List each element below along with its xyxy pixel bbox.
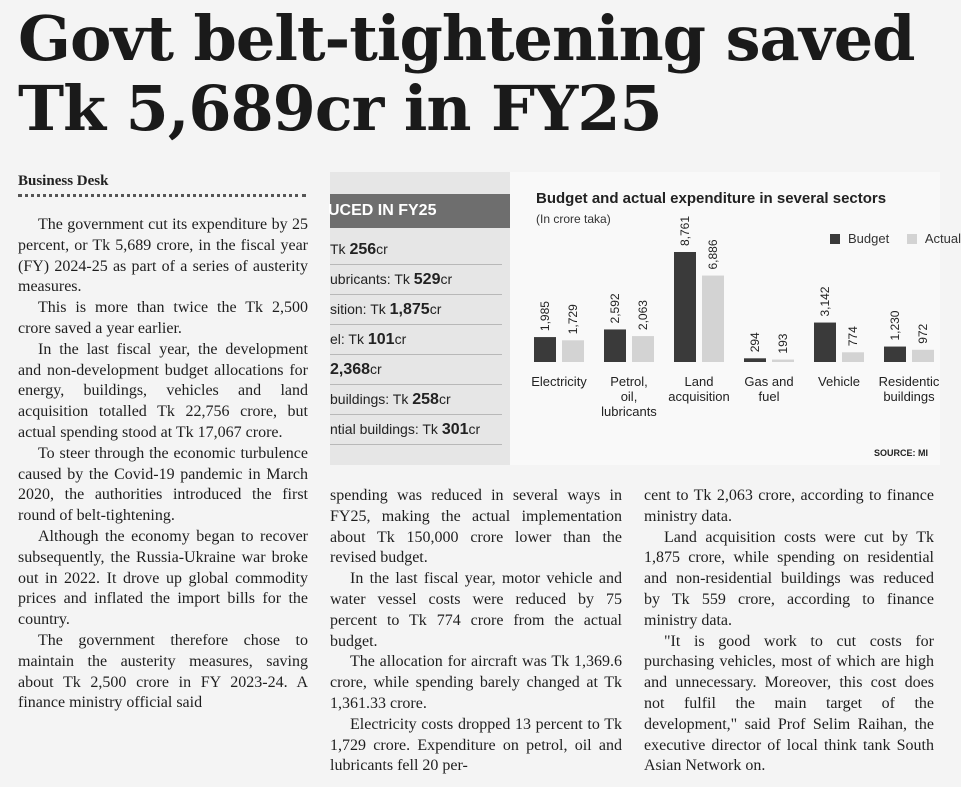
- savings-item-unit: cr: [429, 301, 442, 317]
- category-label: Petrol,: [610, 374, 648, 389]
- bar-budget-1: [604, 329, 626, 362]
- paragraph: In the last fiscal year, motor vehicle and water vessel costs were reduced by 75 percent to Tk 774 crore from the actual budget.: [330, 570, 622, 650]
- bar-budget-3: [744, 358, 766, 362]
- savings-item-unit: cr: [468, 421, 481, 437]
- bar-budget-2: [674, 252, 696, 362]
- headline: [18, 4, 928, 144]
- paragraph: cent to Tk 2,063 crore, according to finance ministry data.: [644, 487, 934, 525]
- savings-item-value: 101: [367, 331, 395, 348]
- bar-actual-4: [842, 352, 864, 362]
- paragraph: "It is good work to cut costs for purchasing vehicles, most of which are high and unnecessary. Moreover, this cost does not fulfil the main target of the development," said Prof Selim Raihan, the executive director of local think tank South Asian Network on.: [644, 632, 934, 775]
- headline-line-1: Govt belt-tightening saved: [18, 2, 915, 75]
- bar-actual-5: [912, 350, 934, 362]
- savings-item-label: el: Tk: [330, 331, 368, 347]
- bar-actual-1: [632, 336, 654, 362]
- byline: Business Desk: [18, 173, 109, 189]
- article-column-2: [330, 486, 622, 777]
- paragraph: The allocation for aircraft was Tk 1,369.6 crore, while spending barely changed at Tk 1,361.33 crore.: [330, 653, 622, 712]
- bar-chart: [330, 172, 940, 465]
- bar-budget-5: [884, 347, 906, 362]
- bar-budget-0: [534, 337, 556, 362]
- bar-value-label: 193: [776, 333, 790, 354]
- savings-item-unit: cr: [438, 391, 451, 407]
- article-column-1: [18, 215, 308, 714]
- bar-actual-3: [772, 360, 794, 362]
- source-note: SOURCE: MI: [874, 448, 928, 458]
- legend-label-actual: Actual: [924, 231, 961, 246]
- savings-item-value: 1,875: [389, 301, 430, 318]
- category-label: buildings: [883, 389, 935, 404]
- bar-budget-4: [814, 323, 836, 362]
- bar-value-label: 2,592: [608, 293, 622, 324]
- paragraph: Although the economy began to recover subsequently, the Russia-Ukraine war broke out in 2022. It drove up global commodity prices and inflated the import bills for the country.: [18, 527, 308, 629]
- category-label: acquisition: [668, 389, 730, 404]
- bar-value-label: 774: [846, 326, 860, 347]
- infographic: [328, 172, 961, 465]
- savings-item-unit: cr: [370, 361, 382, 377]
- savings-item-value: 529: [413, 271, 441, 288]
- savings-item-value: 258: [412, 391, 439, 408]
- category-label: Residentic: [878, 374, 940, 389]
- legend-label-budget: Budget: [848, 231, 890, 246]
- savings-item-value: 256: [349, 241, 377, 258]
- chart-subtitle: (In crore taka): [536, 212, 611, 226]
- savings-item-label: ntial buildings: Tk: [330, 421, 442, 437]
- bar-value-label: 1,985: [538, 301, 552, 332]
- category-label: Vehicle: [818, 374, 860, 389]
- savings-item-unit: cr: [394, 331, 407, 347]
- savings-item-unit: cr: [376, 241, 388, 257]
- savings-item-label: ubricants: Tk: [330, 271, 414, 287]
- bar-actual-0: [562, 340, 584, 362]
- bar-value-label: 2,063: [636, 300, 650, 331]
- savings-item-label: buildings: Tk: [330, 391, 413, 407]
- category-label: Land: [684, 374, 714, 389]
- bar-value-label: 1,729: [566, 304, 580, 335]
- bar-value-label: 1,230: [888, 310, 902, 341]
- savings-item-label: sition: Tk: [330, 301, 390, 317]
- bar-value-label: 8,761: [678, 215, 692, 246]
- savings-item-value: 2,368: [330, 361, 371, 378]
- bar-value-label: 294: [748, 332, 762, 353]
- savings-item-value: 301: [441, 421, 469, 438]
- savings-item-unit: cr: [440, 271, 453, 287]
- paragraph: This is more than twice the Tk 2,500 crore saved a year earlier.: [18, 299, 308, 337]
- byline-divider: [18, 194, 306, 197]
- paragraph: Land acquisition costs were cut by Tk 1,875 crore, while spending on residential and non-residential buildings was reduced by Tk 559 crore, according to finance ministry data.: [644, 528, 934, 629]
- bar-value-label: 6,886: [706, 239, 720, 270]
- headline-line-2: Tk 5,689cr in FY25: [18, 72, 662, 145]
- savings-item-label: Tk: [330, 241, 350, 257]
- paragraph: The government therefore chose to maintain the austerity measures, saving about Tk 2,500 crore in FY 2023-24. A finance ministry official said: [18, 631, 308, 712]
- bar-value-label: 3,142: [818, 286, 832, 317]
- paragraph: Electricity costs dropped 13 percent to Tk 1,729 crore. Expenditure on petrol, oil and lubricants fell 20 per-: [330, 715, 622, 775]
- paragraph: In the last fiscal year, the development and non-development budget allocations for energy, buildings, vehicles and land acquisition totalled Tk 22,756 crore, but actual spending stood at Tk 17,067 crore.: [18, 340, 308, 441]
- paragraph: spending was reduced in several ways in FY25, making the actual implementation about Tk 150,000 crore lower than the revised budget.: [330, 487, 622, 567]
- article-column-3: [644, 486, 934, 777]
- chart-title: Budget and actual expenditure in several sectors: [536, 190, 887, 207]
- category-label: lubricants: [601, 404, 657, 419]
- category-label: Electricity: [531, 374, 587, 389]
- category-label: Gas and: [744, 374, 794, 389]
- category-label: fuel: [758, 389, 780, 404]
- paragraph: To steer through the economic turbulence caused by the Covid-19 pandemic in March 2020, the authorities introduced the first round of belt-tightening.: [18, 444, 308, 525]
- bar-value-label: 972: [916, 323, 930, 344]
- savings-sidebar-title: UCED IN FY25: [330, 194, 510, 228]
- category-label: oil,: [620, 389, 638, 404]
- paragraph: The government cut its expenditure by 25 percent, or Tk 5,689 crore, in the fiscal year (FY) 2024-25 as part of a series of austerity measures.: [18, 216, 308, 296]
- bar-actual-2: [702, 276, 724, 362]
